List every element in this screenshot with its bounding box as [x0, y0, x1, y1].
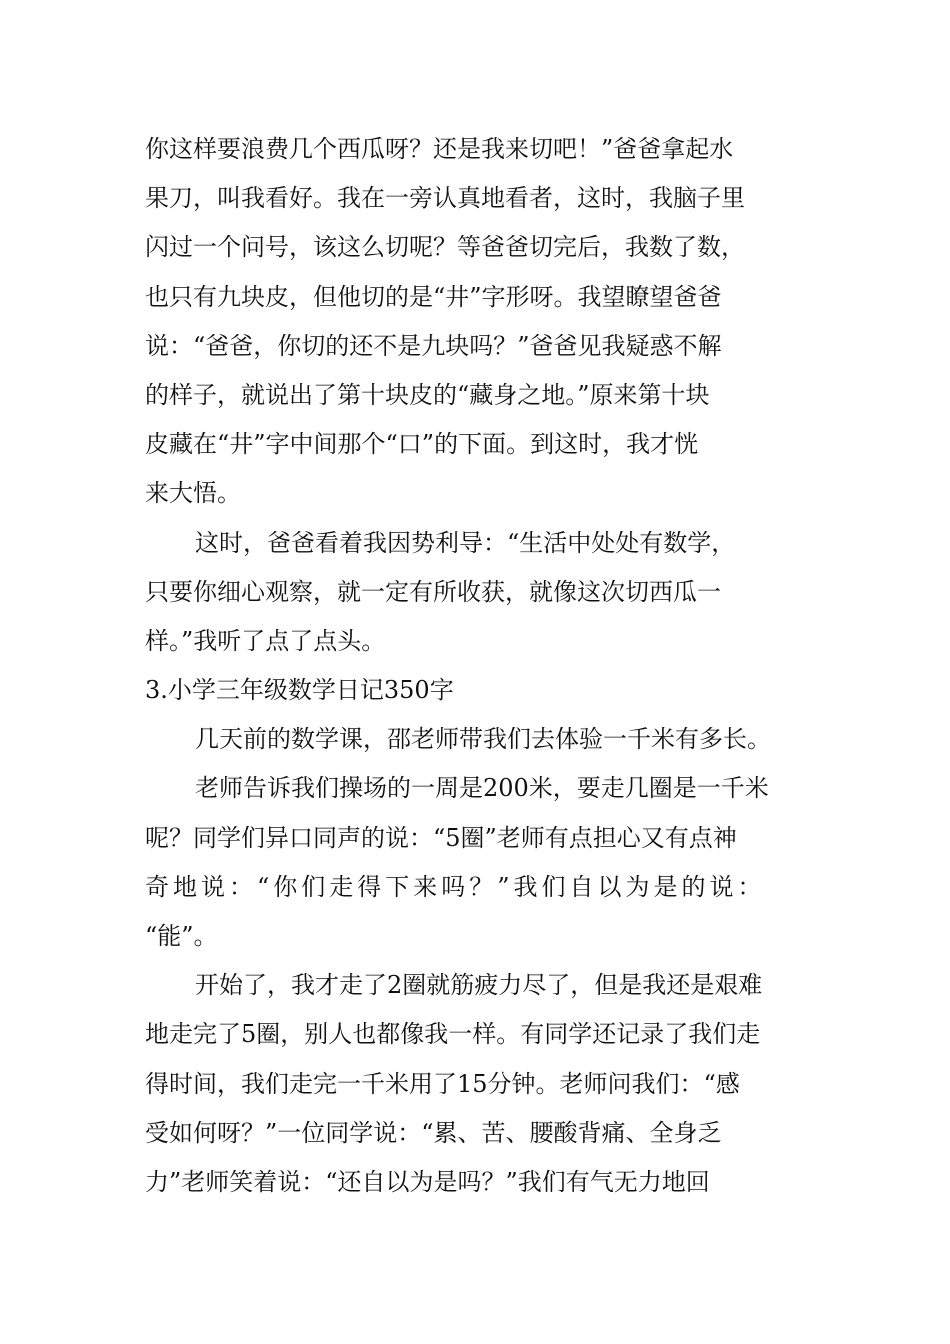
text-line-15: 呢？同学们异口同声的说：“5圈”老师有点担心又有点神 — [145, 823, 737, 852]
text-line-14: 老师告诉我们操场的一周是200米，要走几圈是一千米 — [195, 774, 769, 803]
section-heading: 3.小学三年级数学日记350字 — [145, 676, 454, 705]
text-line-5: 说：“爸爸，你切的还不是九块吗？”爸爸见我疑惑不解 — [145, 331, 722, 360]
text-line-11: 样。”我听了点了点头。 — [145, 626, 386, 655]
text-line-9: 这时，爸爸看着我因势利导：“生活中处处有数学， — [195, 528, 736, 557]
text-line-4: 也只有九块皮，但他切的是“井”字形呀。我望瞭望爸爸 — [145, 282, 722, 311]
text-line-7: 皮藏在“井”字中间那个“口”的下面。到这时，我才恍 — [145, 430, 699, 459]
text-line-3: 闪过一个问号，该这么切呢？等爸爸切完后，我数了数， — [145, 233, 745, 262]
text-line-19: 地走完了5圈，别人也都像我一样。有同学还记录了我们走 — [145, 1020, 761, 1049]
text-line-16: 奇地说：“你们走得下来吗？”我们自以为是的说： — [145, 872, 766, 901]
text-line-2: 果刀，叫我看好。我在一旁认真地看者，这时，我脑子里 — [145, 184, 745, 213]
text-line-22: 力”老师笑着说：“还自以为是吗？”我们有气无力地回 — [145, 1167, 710, 1196]
text-line-6: 的样子，就说出了第十块皮的“藏身之地。”原来第十块 — [145, 380, 710, 409]
text-line-21: 受如何呀？”一位同学说：“累、苦、腰酸背痛、全身乏 — [145, 1118, 722, 1147]
text-line-1: 你这样要浪费几个西瓜呀？还是我来切吧！”爸爸拿起水 — [145, 135, 734, 163]
text-line-17: “能”。 — [145, 922, 218, 950]
text-line-8: 来大悟。 — [145, 479, 241, 508]
text-line-20: 得时间，我们走完一千米用了15分钟。老师问我们：“感 — [145, 1069, 740, 1098]
document-body — [145, 125, 810, 1207]
text-line-10: 只要你细心观察，就一定有所收获，就像这次切西瓜一 — [145, 577, 721, 606]
text-line-13: 几天前的数学课，邵老师带我们去体验一千米有多长。 — [195, 725, 771, 754]
text-line-18: 开始了，我才走了2圈就筋疲力尽了，但是我还是艰难 — [195, 971, 763, 1000]
